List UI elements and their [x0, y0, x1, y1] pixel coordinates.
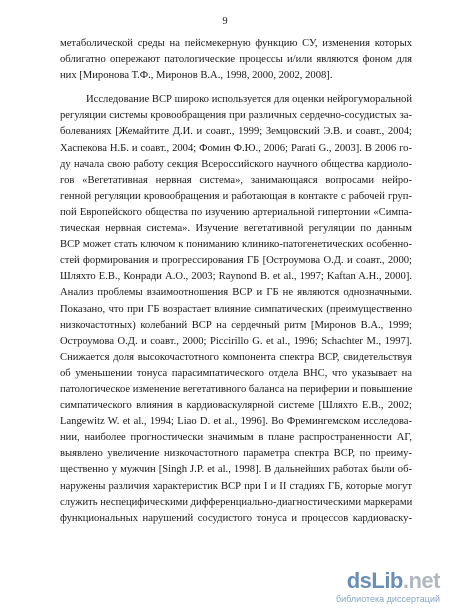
watermark-subtitle: библиотека диссертаций — [335, 594, 440, 604]
text-line: функциональных нарушений сосудистого тонуса и процессов кардиоваску- — [60, 512, 412, 524]
text-line: облигатно опережают патологические процессы и/или являются фоном для — [60, 54, 412, 66]
text-line: служить неспецифическими дифференциально-диагностическими маркерами — [60, 496, 413, 508]
text-line: гов «Вегетативная нервная система», занимающаяся вопросами нейро- — [60, 174, 412, 186]
body-text — [60, 36, 412, 527]
text-line: симпатического влияния в кардиоваскулярной системе [Шляхто Е.В., 2002; — [60, 400, 412, 412]
text-line: Анализ проблемы взаимоотношения ВСР и ГБ не являются однозначными. — [60, 287, 412, 299]
text-line: щественно у мужчин [Singh J.P. et al., 1998]. В дальнейших работах были об- — [60, 464, 412, 476]
text-line: выявлено увеличение низкочастотного параметра спектра ВСР, по преиму- — [60, 448, 412, 460]
text-line: пой Европейского общества по изучению артериальной гипертонии «Симпа- — [60, 206, 412, 218]
watermark-logo: dsLib.net — [346, 568, 440, 593]
text-line: Остроумова О.Д. и соавт., 2000; Piccirillo G. et al., 1996; Schachter M., 1997]. — [60, 335, 412, 347]
text-line: Langewitz W. et al., 1994; Liao D. et al., 1996]. Во Фремингемском исследова- — [60, 416, 412, 428]
text-line: регуляции системы кровообращения при различных сердечно-сосудистых за- — [60, 110, 412, 122]
paragraph-first-line: Исследование ВСР широко используется для оценки нейрогуморальной — [86, 94, 412, 106]
text-line: них [Миронова Т.Ф., Миронов В.А., 1998, 2000, 2002, 2008]. — [60, 70, 333, 82]
text-line: стей формирования и прогрессирования ГБ [Остроумова О.Д. и соавт., 2000; — [60, 255, 412, 267]
text-line: Хаспекова Н.Б. и соавт., 2004; Фомин Ф.Ю., 2006; Parati G., 2003]. В 2006 го- — [60, 142, 412, 154]
text-line: Шляхто Е.В., Конради А.О., 2003; Raynond B. et al., 1997; Kaftan A.H., 2000]. — [60, 271, 412, 283]
text-line: низкочастотных) колебаний ВСР на сердечный ритм [Миронов В.А., 1999; — [60, 319, 412, 331]
text-line: ВСР может стать ключом к пониманию клинико-патогенетических особенно- — [60, 239, 412, 251]
text-line: тическая нервная система». Изучение вегетативной регуляции по данным — [60, 223, 412, 235]
site-watermark — [322, 568, 440, 604]
text-line: метаболической среды на пейсмекерную функцию СУ, изменения которых — [60, 38, 412, 49]
text-line: Снижается доля высокочастотного компонента спектра ВСР, свидетельствуя — [60, 351, 412, 363]
text-line: об уменьшении тонуса парасимпатического отдела ВНС, что указывает на — [60, 367, 412, 379]
text-line: наружены различия характеристик ВСР при I и II стадиях ГБ, которые могут — [60, 480, 412, 492]
text-line: ду начала свою работу секция Всероссийского научного общества кардиоло- — [60, 158, 412, 170]
text-line: Показано, что при ГБ возрастает влияние симпатических (преимущественно — [60, 303, 412, 315]
page-number: 9 — [222, 16, 228, 27]
text-line: генной регуляции кровообращения и работающая в контакте с рабочей груп- — [60, 190, 412, 202]
text-line: нии, наиболее прогностически значимым в плане распространенности АГ, — [60, 432, 412, 444]
text-line: болеваниях [Жемайтите Д.И. и соавт., 1999; Земцовский Э.В. и соавт., 2004; — [60, 126, 412, 138]
text-line: патологическое изменение вегетативного баланса на периферии и повышение — [60, 383, 413, 395]
